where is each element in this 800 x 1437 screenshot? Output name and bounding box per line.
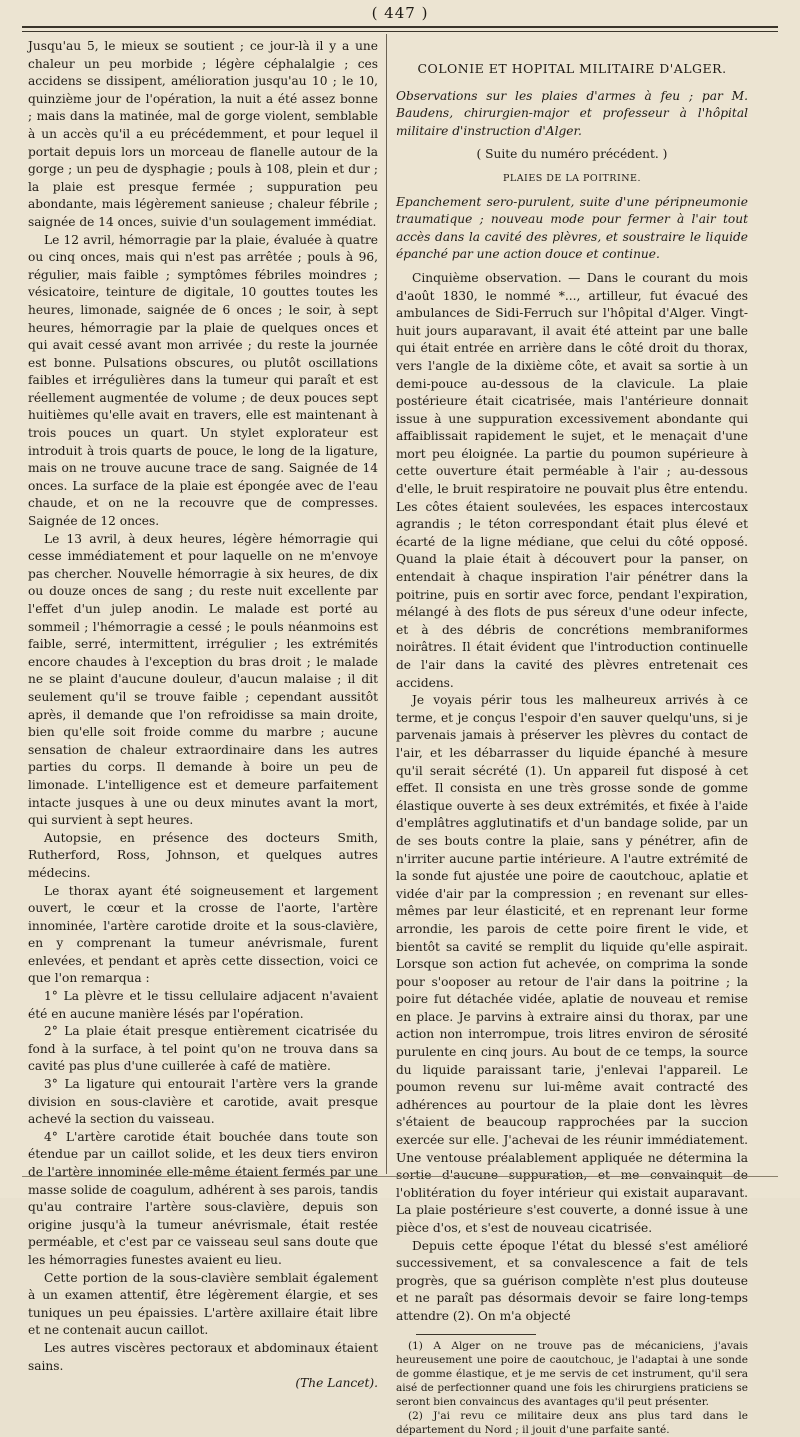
left-paragraph: 2° La plaie était presque entièrement cicatrisée du fond à la surface, à tel point qu'on ne trouva dans sa cavité pas plus d'une cuillerée à café de matière. — [28, 1024, 378, 1074]
left-paragraph: Le thorax ayant été soigneusement et largement ouvert, le cœur et la crosse de l'aorte, l'artère innominée, l'artère carotide droite et la sous-clavière, en y comprenant la tumeur anévrismale, furent enlevées, et pendant et après cette dissection, voici ce que l'on remarqua : — [28, 883, 378, 986]
left-paragraph: 4° L'artère carotide était bouchée dans toute son étendue par un caillot solide, et les deux tiers environ de l'artère innominée elle-même étaient fermés par une masse solide de coagulum, adhérent à ses parois, tandis qu'au contraire l'artère sous-clavière, depuis son origine jusqu'à la tumeur anévrismale, était restée perméable, et c'est par ce vaisseau seul sans doute que les hémorragies funestes avaient eu lieu. — [28, 1129, 378, 1267]
left-paragraph: Les autres viscères pectoraux et abdominaux étaient sains. — [28, 1340, 378, 1373]
left-paragraph: Le 12 avril, hémorragie par la plaie, évaluée à quatre ou cinq onces, mais qui n'est pas arrêtée ; pouls à 96, régulier, mais faible ; symptômes fébriles moindres ; vésicatoire, teinture de digitale, 10 gouttes toutes les heures, limonade, saignée de 6 onces ; le soir, à sept heures, hémorragie par la plaie de quelques onces et qui avait cessé avant mon arrivée ; du reste la journée est bonne. Pulsations obscures, ou plutôt oscillations faibles et irrégulières dans la tumeur qui paraît et est réellement augmentée de volume ; de deux pouces sept huitièmes qu'elle avait en travers, elle est maintenant à trois pouces un quart. Un stylet explorateur est introduit à trois quarts de pouce, le long de la ligature, mais on ne trouve aucune trace de sang. Saignée de 14 onces. La surface de la plaie est épongée avec de l'eau chaude, et on ne la recouvre que de compresses. Saignée de 12 onces. — [28, 232, 378, 529]
article-title: COLONIE ET HOPITAL MILITAIRE D'ALGER. — [417, 61, 727, 76]
right-paragraph: Je voyais périr tous les malheureux arrivés à ce terme, et je conçus l'espoir d'en sauver quelqu'uns, si je parvenais jamais à préserver les plèvres du contact de l'air, et les débarrasser du liquide épanché à mesure qu'il serait sécrété (1). Un appareil fut disposé à cet effet. Il consista en une très grosse sonde de gomme élastique ouverte à ses deux extrémités, et fixée à l'aide d'emplâtres agglutinatifs et d'un bandage solide, par un de ses bouts contre la plaie, sans y pénétrer, afin de n'irriter aucune partie intérieure. A l'autre extrémité de la sonde fut ajustée une poire de caoutchouc, aplatie et vidée d'air par la compression ; en revenant sur elles-mêmes par leur élasticité, et en reprenant leur forme arrondie, les parois de cette poire firent le vide, et bientôt sa cavité se remplit du liquide qu'elle aspirait. Lorsque son action fut achevée, on comprima la sonde pour s'ooposer au retour de l'air dans la poitrine ; la poire fut détachée vidée, aplatie de nouveau et remise en place. Je parvins à extraire ainsi du thorax, par une action non interrompue, trois litres environ de sérosité purulente en cinq jours. Au bout de ce temps, la source du liquide paraissant tarie, j'enlevai l'appareil. Le poumon revenu sur lui-même avait contracté des adhérences au pourtour de la plaie dont les lèvres s'étaient de beaucoup rapprochées par la succion exercée sur elle. J'achevai de les réunir immédiatement. Une ventouse préalablement appliquée ne détermina la sortie d'aucune suppuration, et me convainquit de l'oblitération du foyer intérieur qui existait auparavant. La plaie postérieure s'est couverte, a donné issue à une pièce d'os, et s'est de nouveau cicatrisée. — [396, 693, 748, 1235]
header-rule — [22, 26, 778, 32]
left-paragraph: 1° La plèvre et le tissu cellulaire adjacent n'avaient été en aucune manière lésés par l'opération. — [28, 989, 378, 1021]
left-column — [28, 38, 378, 1393]
left-paragraph: 3° La ligature qui entourait l'artère vers la grande division en sous-clavière et carotide, avait presque achevé la section du vaisseau. — [28, 1077, 378, 1127]
right-paragraph: Cinquième observation. — Dans le courant du mois d'août 1830, le nommé *..., artilleur, fut évacué des ambulances de Sidi-Ferruch sur l'hôpital d'Alger. Vingt-huit jours auparavant, il avait été atteint par une balle qui était entrée en arrière dans le côté droit du thorax, vers l'angle de la dixième côte, et avait sa sortie à un demi-pouce au-dessous de la clavicule. La plaie postérieure était cicatrisée, mais l'antérieure donnait issue à une suppuration excessivement abondante qui affaiblissait rapidement le sujet, et le menaçait d'une mort peu éloignée. La partie du poumon supérieure à cette ouverture était perméable à l'air ; au-dessous d'elle, le bruit respiratoire ne pouvait plus être entendu. Les côtes étaient soulevées, les espaces intercostaux agrandis ; le téton correspondant était plus élevé et écarté de la ligne médiane, que celui du côté opposé. Quand la plaie était à découvert pour la panser, on entendait à chaque inspiration l'air pénétrer dans la poitrine, puis en sortir avec force, pendant l'expiration, mélangé à des flots de pus séreux d'une odeur infecte, et à des débris de concrétions membraniformes noirâtres. Il était évident que l'introduction continuelle de l'air dans la cavité des plèvres entretenait ces accidens. — [396, 270, 748, 690]
footer-rule — [22, 1176, 778, 1177]
source-citation: (The Lancet). — [295, 1376, 378, 1391]
left-paragraph: Le 13 avril, à deux heures, légère hémorragie qui cesse immédiatement et pour laquelle on ne m'envoye pas chercher. Nouvelle hémorragie à six heures, de dix ou douze onces de sang ; du reste nuit excellente par l'effet d'un julep anodin. Le malade est porté au sommeil ; l'hémorragie a cessé ; le pouls néanmoins est faible, serré, intermittent, irrégulier ; les extrémités encore chaudes à l'exception du bras droit ; le malade ne se plaint d'aucune douleur, d'aucun malaise ; il dit seulement qu'il se trouve faible ; cependant aussitôt après, il demande que l'on refroidisse sa main droite, bien qu'elle soit froide comme du marbre ; aucune sensation de chaleur extraordinaire dans les autres parties du corps. Il demande à boire un peu de limonade. L'intelligence est et demeure parfaitement intacte jusques à une ou deux minutes avant la mort, qui survient à sept heures. — [28, 531, 378, 828]
footnote-rule — [416, 1334, 536, 1335]
left-paragraph: Autopsie, en présence des docteurs Smith, Rutherford, Ross, Johnson, et quelques autres médecins. — [28, 830, 378, 880]
column-divider — [386, 34, 387, 1174]
footnote: (1) A Alger on ne trouve pas de mécaniciens, j'avais heureusement une poire de caoutchouc, je l'adaptai à une sonde de gomme élastique, et je me servis de cet instrument, qu'il sera aisé de perfectionner quand une fois les chirurgiens praticiens se seront bien convaincus des avantages qu'il peut présenter. — [396, 1339, 748, 1408]
continuation-note: ( Suite du numéro précédent. ) — [476, 147, 668, 162]
article-byline: Observations sur les plaies d'armes à feu ; par M. Baudens, chirurgien-major et professeur à l'hôpital militaire d'instruction d'Alger. — [396, 88, 748, 138]
case-summary: Epanchement sero-purulent, suite d'une péripneumonie traumatique ; nouveau mode pour fermer à l'air tout accès dans la cavité des plèvres, et soustraire le liquide épanché par une action douce et continue. — [396, 194, 748, 262]
left-paragraph: Cette portion de la sous-clavière semblait également à un examen attentif, être légèrement élargie, et ses tuniques un peu épaissies. L'artère axillaire était libre et ne contenait aucun caillot. — [28, 1270, 378, 1338]
right-paragraph: Depuis cette époque l'état du blessé s'est amélioré successivement, et sa convalescence a fait de tels progrès, que sa guérison complète n'est plus douteuse et ne paraît pas désormais devoir se faire long-temps attendre (2). On m'a objecté — [396, 1238, 748, 1323]
section-heading: PLAIES DE LA POITRINE. — [503, 172, 641, 184]
page-number: ( 447 ) — [371, 4, 429, 22]
footnote: (2) J'ai revu ce militaire deux ans plus tard dans le département du Nord ; il jouit d'une parfaite santé. — [396, 1409, 748, 1436]
right-column — [396, 38, 748, 1437]
left-paragraph: Jusqu'au 5, le mieux se soutient ; ce jour-là il y a une chaleur un peu morbide ; légère céphalalgie ; ces accidens se dissipent, amélioration jusqu'au 10 ; le 10, quinzième jour de l'opération, la nuit a été assez bonne ; mais dans la matinée, mal de gorge violent, semblable à un accès qu'il a eu précédemment, et pour lequel il portait depuis lors un morceau de flanelle autour de la gorge ; un peu de dysphagie ; pouls à 108, plein et dur ; la plaie est presque fermée ; suppuration peu abondante, mais légèrement sanieuse ; chaleur fébrile ; saignée de 14 onces, suivie d'un soulagement immédiat. — [28, 39, 378, 229]
